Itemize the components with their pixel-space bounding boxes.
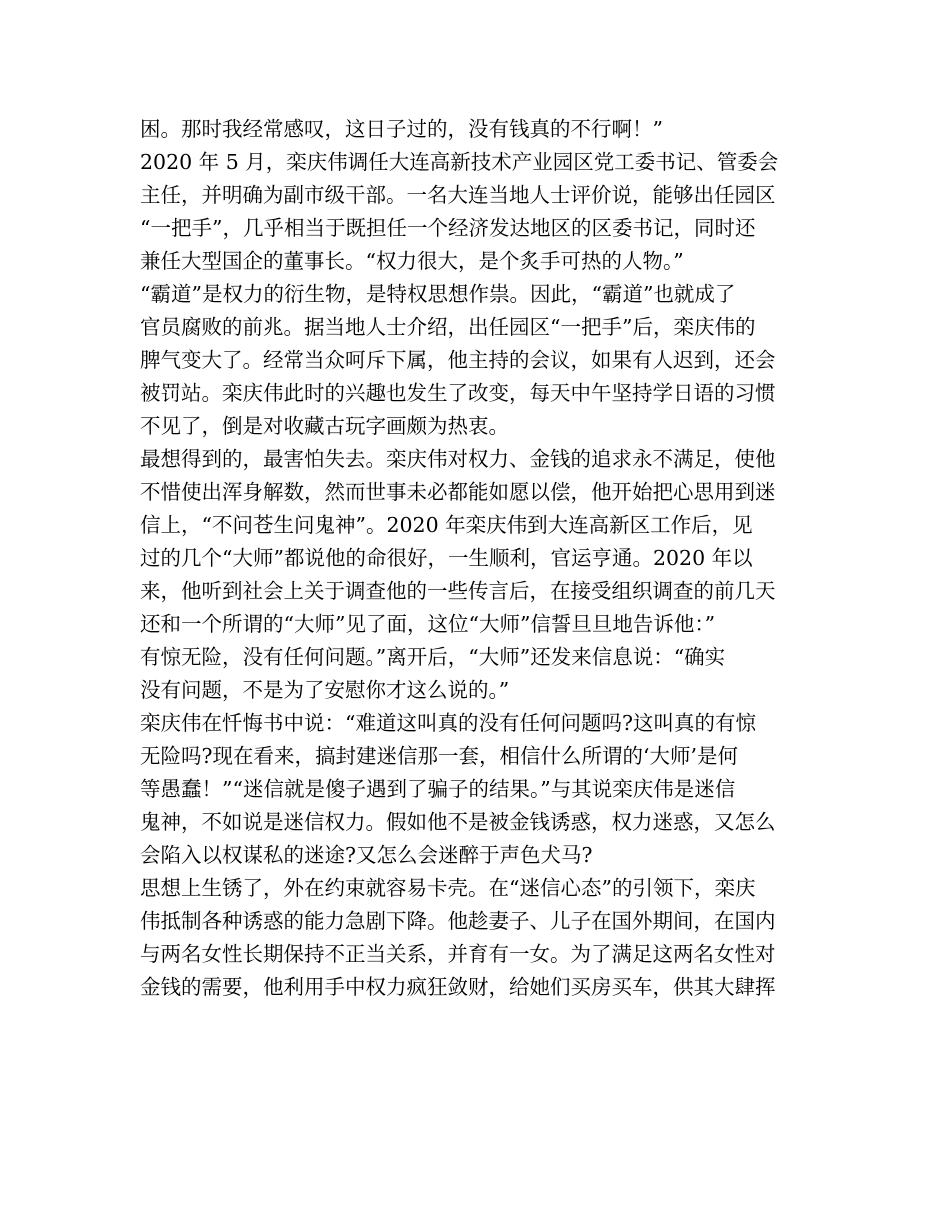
text-line: 兼任大型国企的董事长。“权力很大，是个炙手可热的人物。” xyxy=(140,249,684,273)
text-line: 金钱的需要，他利用手中权力疯狂敛财，给她们买房买车，供其大肆挥 xyxy=(140,975,776,999)
text-line: 主任，并明确为副市级干部。一名大连当地人士评价说，能够出任园区 xyxy=(140,183,776,207)
text-line: 还和一个所谓的“大师”见了面，这位“大师”信誓旦旦地告诉他：” xyxy=(140,612,716,636)
text-line: 没有问题，不是为了安慰你才这么说的。” xyxy=(140,678,510,702)
text-line: 无险吗?现在看来，搞封建迷信那一套，相信什么所谓的‘大师’是何 xyxy=(140,744,739,768)
text-line: 不惜使出浑身解数，然而世事未必都能如愿以偿，他开始把心思用到迷 xyxy=(140,480,776,504)
text-line: 最想得到的，最害怕失去。栾庆伟对权力、金钱的追求永不满足，使他 xyxy=(140,447,776,471)
text-line: 有惊无险，没有任何问题。”离开后，“大师”还发来信息说：“确实 xyxy=(140,645,726,669)
text-line: 鬼神，不如说是迷信权力。假如他不是被金钱诱惑，权力迷惑，又怎么 xyxy=(140,810,776,834)
document-body xyxy=(140,113,816,1004)
text-line: 信上，“不问苍生问鬼神”。2020 年栾庆伟到大连高新区工作后，见 xyxy=(140,513,753,537)
text-line: 思想上生锈了，外在约束就容易卡壳。在“迷信心态”的引领下，栾庆 xyxy=(140,876,756,900)
text-line: 来，他听到社会上关于调查他的一些传言后，在接受组织调查的前几天 xyxy=(140,579,776,603)
text-line: 被罚站。栾庆伟此时的兴趣也发生了改变，每天中午坚持学日语的习惯 xyxy=(140,381,776,405)
text-line: 官员腐败的前兆。据当地人士介绍，出任园区“一把手”后，栾庆伟的 xyxy=(140,315,756,339)
text-line: 不见了，倒是对收藏古玩字画颇为热衷。 xyxy=(140,414,509,438)
text-line: “霸道”是权力的衍生物，是特权思想作祟。因此，“霸道”也就成了 xyxy=(140,282,736,306)
text-line: 伟抵制各种诱惑的能力急剧下降。他趁妻子、儿子在国外期间，在国内 xyxy=(140,909,776,933)
text-line: 与两名女性长期保持不正当关系，并育有一女。为了满足这两名女性对 xyxy=(140,942,776,966)
text-line: 2020 年 5 月，栾庆伟调任大连高新技术产业园区党工委书记、管委会 xyxy=(140,150,779,174)
text-line: 过的几个“大师”都说他的命很好，一生顺利，官运亨通。2020 年以 xyxy=(140,546,753,570)
text-line: 等愚蠢！”“迷信就是傻子遇到了骗子的结果。”与其说栾庆伟是迷信 xyxy=(140,777,736,801)
text-line: 困。那时我经常感叹，这日子过的，没有钱真的不行啊！” xyxy=(140,117,663,141)
text-line: “一把手”，几乎相当于既担任一个经济发达地区的区委书记，同时还 xyxy=(140,216,756,240)
text-line: 脾气变大了。经常当众呵斥下属，他主持的会议，如果有人迟到，还会 xyxy=(140,348,776,372)
text-line: 栾庆伟在忏悔书中说：“难道这叫真的没有任何问题吗?这叫真的有惊 xyxy=(140,711,756,735)
text-line: 会陷入以权谋私的迷途?又怎么会迷醉于声色犬马? xyxy=(140,843,593,867)
